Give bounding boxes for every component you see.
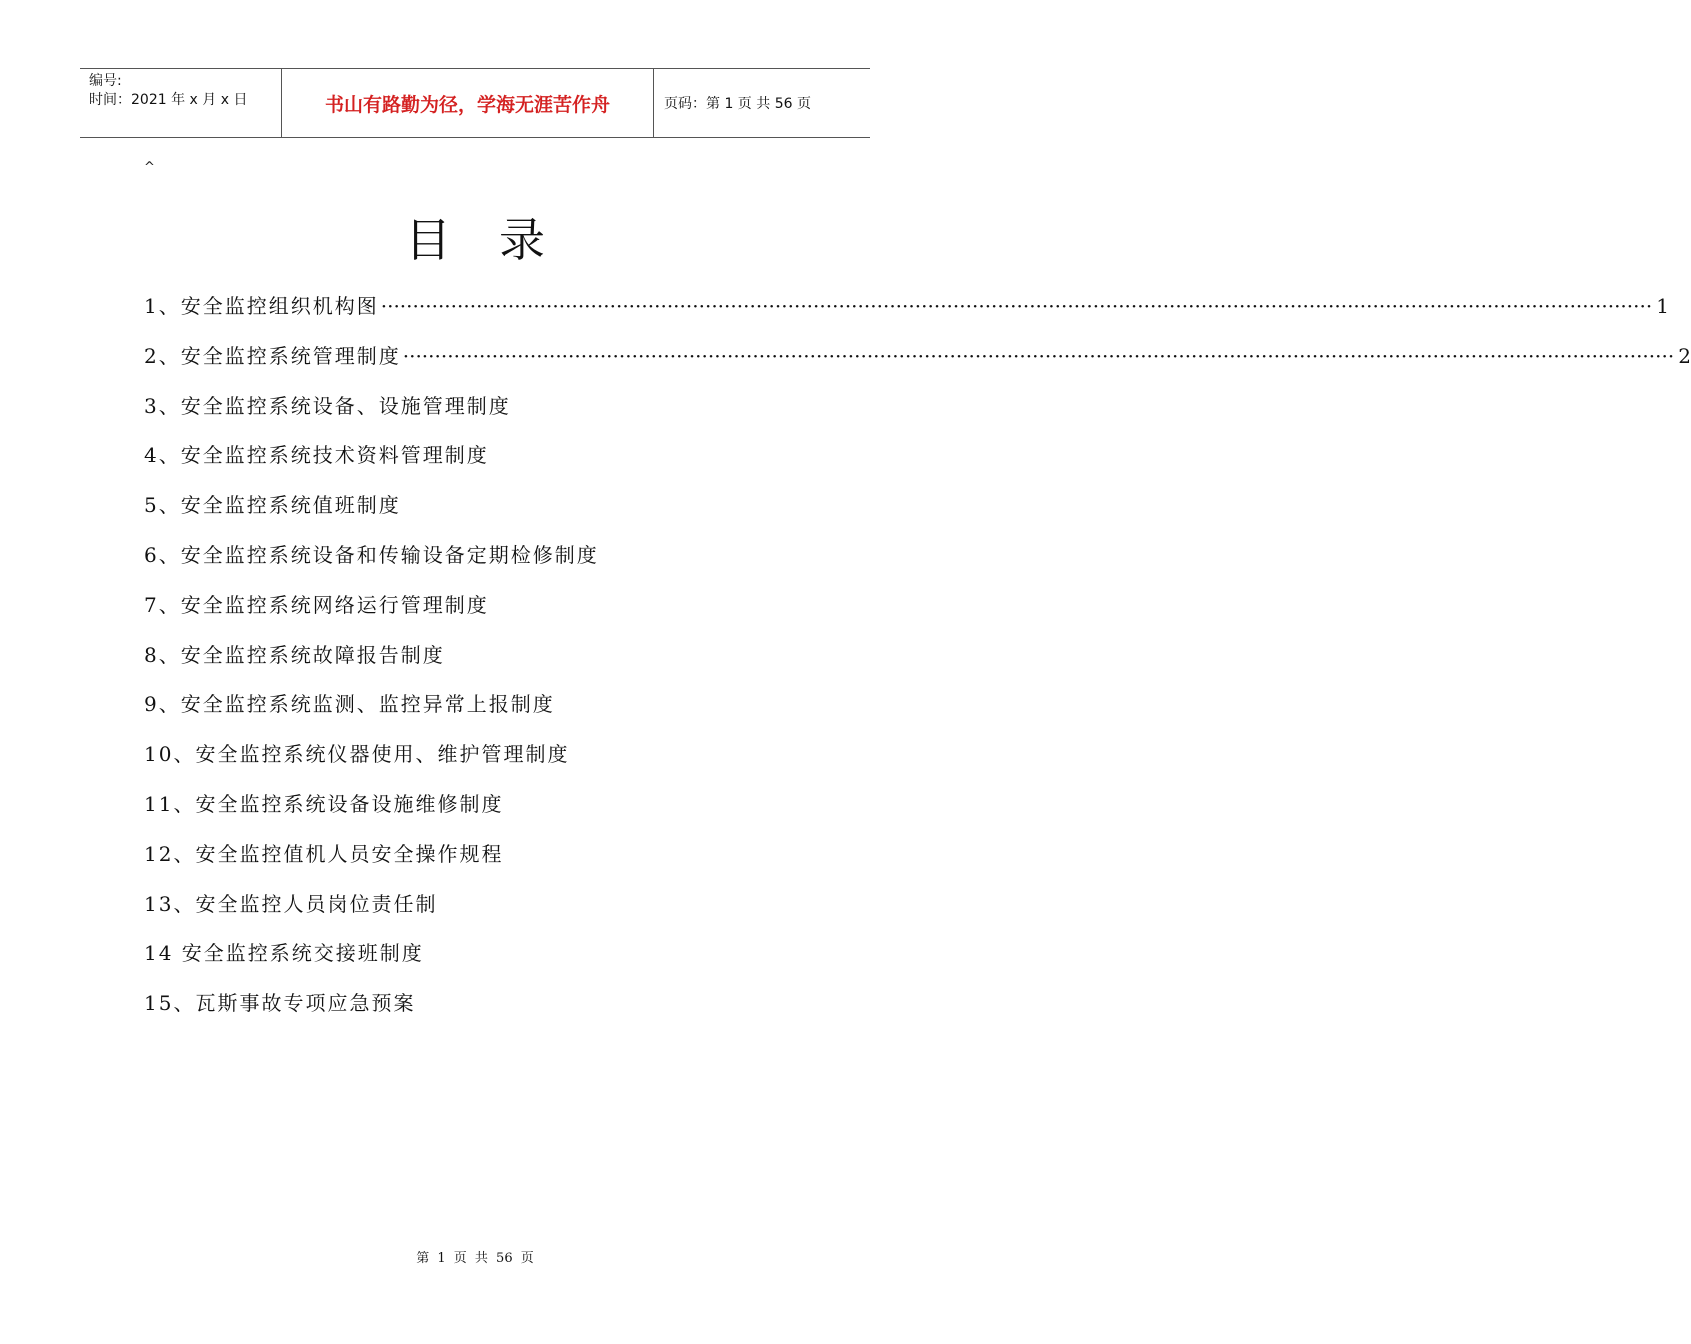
toc-entry-text: 2、安全监控系统管理制度 (144, 343, 401, 368)
table-of-contents (144, 290, 1691, 1037)
toc-entry-text: 9、安全监控系统监测、监控异常上报制度 (144, 692, 555, 717)
toc-entry-text: 15、瓦斯事故专项应急预案 (144, 991, 416, 1016)
toc-leader-dots: ········································································································································································································ (402, 343, 1675, 368)
toc-entry-text: 12、安全监控值机人员安全操作规程 (144, 841, 504, 866)
toc-entry-text: 8、安全监控系统故障报告制度 (144, 642, 445, 667)
toc-entry[interactable] (144, 290, 1669, 340)
toc-entry[interactable] (144, 539, 794, 589)
toc-entry[interactable] (144, 589, 794, 639)
toc-page-number: 2 (1678, 343, 1691, 368)
header-motto-cell (282, 69, 654, 137)
toc-entry[interactable] (144, 639, 794, 689)
toc-entry-text: 13、安全监控人员岗位责任制 (144, 891, 438, 916)
toc-entry[interactable] (144, 688, 794, 738)
toc-entry-text: 14 安全监控系统交接班制度 (144, 941, 424, 966)
number-label: 编号: (89, 73, 122, 89)
document-header (80, 68, 870, 138)
toc-entry[interactable] (144, 788, 794, 838)
toc-entry[interactable] (144, 838, 794, 888)
toc-entry[interactable] (144, 738, 794, 788)
toc-entry[interactable] (144, 439, 794, 489)
toc-entry-text: 3、安全监控系统设备、设施管理制度 (144, 393, 511, 418)
time-label: 时间：2021 年 x 月 x 日 (89, 92, 248, 108)
toc-entry-text: 11、安全监控系统设备设施维修制度 (144, 791, 504, 816)
toc-page-number: 1 (1656, 294, 1669, 318)
toc-entry[interactable] (144, 888, 794, 938)
toc-entry-text: 7、安全监控系统网络运行管理制度 (144, 592, 489, 617)
page-footer: 第 1 页 共 56 页 (416, 1251, 534, 1266)
toc-entry-text: 1、安全监控组织机构图 (144, 294, 379, 318)
toc-entry[interactable] (144, 489, 794, 539)
toc-entry-text: 10、安全监控系统仪器使用、维护管理制度 (144, 742, 570, 767)
header-meta-cell (80, 69, 282, 137)
toc-entry-text: 5、安全监控系统值班制度 (144, 493, 401, 518)
motto-text: 书山有路勤为径，学海无涯苦作舟 (324, 93, 610, 116)
toc-entry[interactable] (144, 987, 794, 1037)
page-title: 目录 (405, 213, 593, 267)
toc-leader-dots: ········································································································································································································ (380, 294, 1653, 318)
toc-entry[interactable] (144, 390, 794, 440)
toc-entry[interactable] (144, 340, 1691, 390)
toc-entry-text: 6、安全监控系统设备和传输设备定期检修制度 (144, 542, 599, 567)
toc-entry[interactable] (144, 937, 794, 987)
header-page-cell (654, 69, 870, 137)
toc-entry-text: 4、安全监控系统技术资料管理制度 (144, 443, 489, 468)
page-info: 页码：第 1 页 共 56 页 (664, 96, 811, 112)
caret-mark: ^ (144, 160, 155, 175)
